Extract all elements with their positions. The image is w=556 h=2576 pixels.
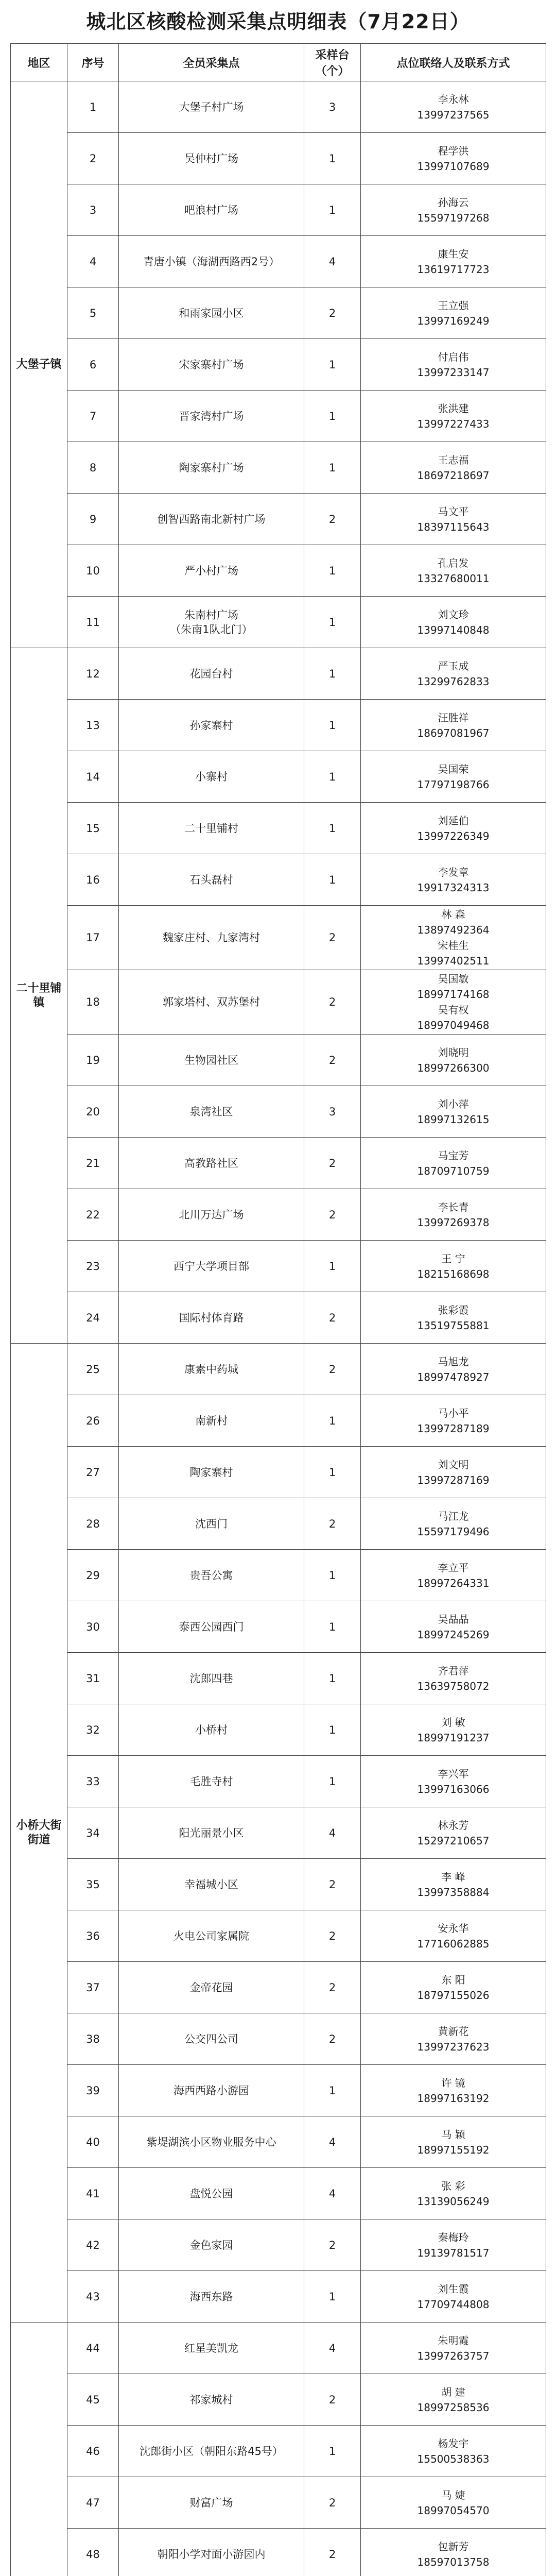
table-row: [11, 803, 546, 854]
row-number: 2: [67, 133, 119, 184]
site-name: 北川万达广场: [119, 1189, 304, 1241]
site-name: 陶家寨村: [119, 1447, 304, 1498]
station-count: 2: [304, 1189, 361, 1241]
contact-info: 东 阳 18797155026: [361, 1962, 546, 2013]
site-name: 吧浪村广场: [119, 184, 304, 236]
contact-info: 胡 建 18997258536: [361, 2374, 546, 2426]
station-count: 1: [304, 1704, 361, 1756]
contact-info: 秦梅玲 19139781517: [361, 2219, 546, 2271]
row-number: 27: [67, 1447, 119, 1498]
table-row: [11, 442, 546, 494]
contact-info: 马江龙 15597179496: [361, 1498, 546, 1550]
row-number: 39: [67, 2065, 119, 2116]
site-name: 金帝花园: [119, 1962, 304, 2013]
station-count: 1: [304, 133, 361, 184]
station-count: 1: [304, 648, 361, 700]
contact-info: 付启伟 13997233147: [361, 339, 546, 391]
contact-info: 张洪建 13997227433: [361, 391, 546, 442]
row-number: 34: [67, 1807, 119, 1859]
station-count: 4: [304, 2116, 361, 2168]
station-count: 1: [304, 803, 361, 854]
site-name: 盘悦公园: [119, 2168, 304, 2219]
contact-info: 李 峰 13997358884: [361, 1859, 546, 1910]
site-name: 贵吾公寓: [119, 1550, 304, 1601]
table-row: [11, 2529, 546, 2576]
table-row: [11, 2374, 546, 2426]
table-row: [11, 751, 546, 803]
row-number: 8: [67, 442, 119, 494]
site-name: 沈西门: [119, 1498, 304, 1550]
row-number: 15: [67, 803, 119, 854]
table-row: [11, 339, 546, 391]
station-count: 2: [304, 287, 361, 339]
site-name: 花园台村: [119, 648, 304, 700]
table-row: [11, 2219, 546, 2271]
row-number: 9: [67, 494, 119, 545]
station-count: 1: [304, 597, 361, 648]
table-row: [11, 133, 546, 184]
station-count: 2: [304, 1138, 361, 1189]
table-row: [11, 1035, 546, 1086]
site-name: 二十里铺村: [119, 803, 304, 854]
station-count: 2: [304, 2374, 361, 2426]
station-count: 1: [304, 700, 361, 751]
table-row: [11, 1189, 546, 1241]
table-row: [11, 1447, 546, 1498]
contact-info: 林 森 13897492364 宋桂生 13997402511: [361, 906, 546, 970]
contact-info: 李永林 13997237565: [361, 81, 546, 133]
site-name: 祁家城村: [119, 2374, 304, 2426]
contact-info: 张 彩 13139056249: [361, 2168, 546, 2219]
site-name: 财富广场: [119, 2477, 304, 2529]
station-count: 2: [304, 970, 361, 1035]
row-number: 38: [67, 2013, 119, 2065]
station-count: 1: [304, 391, 361, 442]
site-name: 陶家寨村广场: [119, 442, 304, 494]
table-row: [11, 545, 546, 597]
row-number: 18: [67, 970, 119, 1035]
row-number: 30: [67, 1601, 119, 1653]
station-count: 2: [304, 1344, 361, 1395]
contact-info: 康生安 13619717723: [361, 236, 546, 287]
site-name: 朱南村广场 （朱南1队北门）: [119, 597, 304, 648]
site-name: 火电公司家属院: [119, 1910, 304, 1962]
contact-info: 包新芳 18597013758: [361, 2529, 546, 2576]
table-row: [11, 2116, 546, 2168]
contact-info: 吴国敏 18997174168 吴有权 18997049468: [361, 970, 546, 1035]
contact-info: 汪胜祥 18697081967: [361, 700, 546, 751]
table-row: [11, 81, 546, 133]
row-number: 10: [67, 545, 119, 597]
station-count: 2: [304, 2013, 361, 2065]
row-number: 32: [67, 1704, 119, 1756]
contact-info: 马 婕 18997054570: [361, 2477, 546, 2529]
table-row: [11, 1395, 546, 1447]
site-name: 海西东路: [119, 2271, 304, 2323]
contact-info: 刘生霞 17709744808: [361, 2271, 546, 2323]
row-number: 4: [67, 236, 119, 287]
site-name: 红星美凯龙: [119, 2323, 304, 2374]
station-count: 2: [304, 1859, 361, 1910]
site-name: 石头磊村: [119, 854, 304, 906]
site-name: 紫堤湖滨小区物业服务中心: [119, 2116, 304, 2168]
row-number: 5: [67, 287, 119, 339]
row-number: 14: [67, 751, 119, 803]
contact-info: 王 宁 18215168698: [361, 1241, 546, 1292]
table-row: [11, 1550, 546, 1601]
row-number: 23: [67, 1241, 119, 1292]
table-row: [11, 2065, 546, 2116]
site-name: 公交四公司: [119, 2013, 304, 2065]
row-number: 31: [67, 1653, 119, 1704]
contact-info: 孔启发 13327680011: [361, 545, 546, 597]
row-number: 7: [67, 391, 119, 442]
collection-sites-table: [10, 43, 546, 2576]
station-count: 1: [304, 184, 361, 236]
table-row: [11, 1756, 546, 1807]
header-count: 采样台（个）: [304, 44, 361, 81]
table-row: [11, 1138, 546, 1189]
site-name: 毛胜寺村: [119, 1756, 304, 1807]
station-count: 1: [304, 2065, 361, 2116]
row-number: 12: [67, 648, 119, 700]
contact-info: 李立平 18997264331: [361, 1550, 546, 1601]
site-name: 西宁大学项目部: [119, 1241, 304, 1292]
contact-info: 刘文明 13997287169: [361, 1447, 546, 1498]
table-row: [11, 236, 546, 287]
row-number: 3: [67, 184, 119, 236]
row-number: 37: [67, 1962, 119, 2013]
station-count: 1: [304, 2271, 361, 2323]
station-count: 2: [304, 1498, 361, 1550]
table-row: [11, 1653, 546, 1704]
station-count: 2: [304, 1962, 361, 2013]
contact-info: 刘 敏 18997191237: [361, 1704, 546, 1756]
contact-info: 杨发宇 15500538363: [361, 2426, 546, 2477]
row-number: 26: [67, 1395, 119, 1447]
station-count: 2: [304, 494, 361, 545]
site-name: 生物园社区: [119, 1035, 304, 1086]
contact-info: 马文平 18397115643: [361, 494, 546, 545]
district-cell: 二十里铺镇: [11, 648, 67, 1344]
page-title: 城北区核酸检测采集点明细表（7月22日）: [86, 10, 470, 33]
site-name: 康素中药城: [119, 1344, 304, 1395]
contact-info: 孙海云 15597197268: [361, 184, 546, 236]
station-count: 2: [304, 2477, 361, 2529]
site-name: 幸福城小区: [119, 1859, 304, 1910]
table-row: [11, 2323, 546, 2374]
station-count: 2: [304, 906, 361, 970]
contact-info: 许 镜 18997163192: [361, 2065, 546, 2116]
contact-info: 程学洪 13997107689: [361, 133, 546, 184]
site-name: 孙家寨村: [119, 700, 304, 751]
site-name: 小桥村: [119, 1704, 304, 1756]
table-row: [11, 1704, 546, 1756]
row-number: 16: [67, 854, 119, 906]
header-contact: 点位联络人及联系方式: [361, 44, 546, 81]
table-row: [11, 287, 546, 339]
district-cell: 大堡子镇: [11, 81, 67, 648]
station-count: 4: [304, 2323, 361, 2374]
contact-info: 王志福 18697218697: [361, 442, 546, 494]
row-number: 40: [67, 2116, 119, 2168]
row-number: 22: [67, 1189, 119, 1241]
row-number: 46: [67, 2426, 119, 2477]
row-number: 28: [67, 1498, 119, 1550]
table-row: [11, 970, 546, 1035]
contact-info: 吴国荣 17797198766: [361, 751, 546, 803]
station-count: 4: [304, 2168, 361, 2219]
row-number: 1: [67, 81, 119, 133]
contact-info: 安永华 17716062885: [361, 1910, 546, 1962]
table-row: [11, 1601, 546, 1653]
site-name: 泉湾社区: [119, 1086, 304, 1138]
station-count: 2: [304, 2219, 361, 2271]
station-count: 1: [304, 1395, 361, 1447]
station-count: 1: [304, 1550, 361, 1601]
station-count: 1: [304, 339, 361, 391]
row-number: 21: [67, 1138, 119, 1189]
row-number: 25: [67, 1344, 119, 1395]
site-name: 国际村体育路: [119, 1292, 304, 1344]
table-row: [11, 1859, 546, 1910]
table-row: [11, 1086, 546, 1138]
row-number: 42: [67, 2219, 119, 2271]
table-row: [11, 1498, 546, 1550]
contact-info: 刘晓明 18997266300: [361, 1035, 546, 1086]
station-count: 1: [304, 751, 361, 803]
site-name: 朝阳小学对面小游园内: [119, 2529, 304, 2576]
site-name: 南新村: [119, 1395, 304, 1447]
station-count: 1: [304, 442, 361, 494]
site-name: 海西西路小游园: [119, 2065, 304, 2116]
contact-info: 吴晶晶 18997245269: [361, 1601, 546, 1653]
table-header-row: [11, 44, 546, 81]
site-name: 魏家庄村、九家湾村: [119, 906, 304, 970]
station-count: 2: [304, 1292, 361, 1344]
row-number: 44: [67, 2323, 119, 2374]
site-name: 沈郎街小区（朝阳东路45号）: [119, 2426, 304, 2477]
site-name: 青唐小镇（海湖西路西2号）: [119, 236, 304, 287]
site-name: 泰西公园西门: [119, 1601, 304, 1653]
station-count: 3: [304, 1086, 361, 1138]
station-count: 1: [304, 854, 361, 906]
station-count: 1: [304, 1601, 361, 1653]
row-number: 48: [67, 2529, 119, 2576]
table-row: [11, 700, 546, 751]
table-row: [11, 1962, 546, 2013]
table-body: [11, 81, 546, 2576]
row-number: 29: [67, 1550, 119, 1601]
contact-info: 刘小萍 18997132615: [361, 1086, 546, 1138]
table-row: [11, 494, 546, 545]
station-count: 2: [304, 1035, 361, 1086]
contact-info: 马宝芳 18709710759: [361, 1138, 546, 1189]
row-number: 45: [67, 2374, 119, 2426]
contact-info: 刘延伯 13997226349: [361, 803, 546, 854]
contact-info: 马 颖 18997155192: [361, 2116, 546, 2168]
row-number: 24: [67, 1292, 119, 1344]
row-number: 11: [67, 597, 119, 648]
site-name: 和雨家园小区: [119, 287, 304, 339]
table-row: [11, 1807, 546, 1859]
table-row: [11, 2013, 546, 2065]
station-count: 3: [304, 81, 361, 133]
site-name: 小寨村: [119, 751, 304, 803]
contact-info: 马旭龙 18997478927: [361, 1344, 546, 1395]
site-name: 严小村广场: [119, 545, 304, 597]
station-count: 1: [304, 1756, 361, 1807]
table-row: [11, 2271, 546, 2323]
table-row: [11, 2168, 546, 2219]
contact-info: 马小平 13997287189: [361, 1395, 546, 1447]
table-row: [11, 391, 546, 442]
row-number: 13: [67, 700, 119, 751]
row-number: 6: [67, 339, 119, 391]
contact-info: 严玉成 13299762833: [361, 648, 546, 700]
row-number: 47: [67, 2477, 119, 2529]
table-row: [11, 906, 546, 970]
station-count: 1: [304, 1241, 361, 1292]
header-site: 全员采集点: [119, 44, 304, 81]
table-row: [11, 184, 546, 236]
contact-info: 张彩霞 13519755881: [361, 1292, 546, 1344]
station-count: 1: [304, 1447, 361, 1498]
contact-info: 刘文珍 13997140848: [361, 597, 546, 648]
station-count: 4: [304, 1807, 361, 1859]
contact-info: 王立强 13997169249: [361, 287, 546, 339]
site-name: 高教路社区: [119, 1138, 304, 1189]
table-row: [11, 1292, 546, 1344]
header-no: 序号: [67, 44, 119, 81]
row-number: 43: [67, 2271, 119, 2323]
site-name: 阳光丽景小区: [119, 1807, 304, 1859]
station-count: 1: [304, 2426, 361, 2477]
contact-info: 齐君萍 13639758072: [361, 1653, 546, 1704]
contact-info: 李兴军 13997163066: [361, 1756, 546, 1807]
header-district: 地区: [11, 44, 67, 81]
row-number: 19: [67, 1035, 119, 1086]
row-number: 41: [67, 2168, 119, 2219]
contact-info: 李发章 19917324313: [361, 854, 546, 906]
table-row: [11, 2477, 546, 2529]
site-name: 创智西路南北新村广场: [119, 494, 304, 545]
table-row: [11, 854, 546, 906]
row-number: 33: [67, 1756, 119, 1807]
station-count: 2: [304, 1910, 361, 1962]
station-count: 2: [304, 2529, 361, 2576]
site-name: 宋家寨村广场: [119, 339, 304, 391]
district-cell: 小桥大街街道: [11, 1344, 67, 2323]
table-row: [11, 1910, 546, 1962]
contact-info: 朱明霞 13997263757: [361, 2323, 546, 2374]
station-count: 1: [304, 545, 361, 597]
site-name: 晋家湾村广场: [119, 391, 304, 442]
row-number: 35: [67, 1859, 119, 1910]
site-name: 沈郎四巷: [119, 1653, 304, 1704]
table-row: [11, 1241, 546, 1292]
site-name: 大堡子村广场: [119, 81, 304, 133]
site-name: 郭家塔村、双苏堡村: [119, 970, 304, 1035]
site-name: 金色家园: [119, 2219, 304, 2271]
station-count: 4: [304, 236, 361, 287]
contact-info: 黄新花 13997237623: [361, 2013, 546, 2065]
row-number: 36: [67, 1910, 119, 1962]
row-number: 20: [67, 1086, 119, 1138]
table-row: [11, 2426, 546, 2477]
table-row: [11, 648, 546, 700]
station-count: 1: [304, 1653, 361, 1704]
table-row: [11, 1344, 546, 1395]
table-row: [11, 597, 546, 648]
contact-info: 李长青 13997269378: [361, 1189, 546, 1241]
district-cell: [11, 2323, 67, 2576]
site-name: 吴仲村广场: [119, 133, 304, 184]
row-number: 17: [67, 906, 119, 970]
contact-info: 林永芳 15297210657: [361, 1807, 546, 1859]
